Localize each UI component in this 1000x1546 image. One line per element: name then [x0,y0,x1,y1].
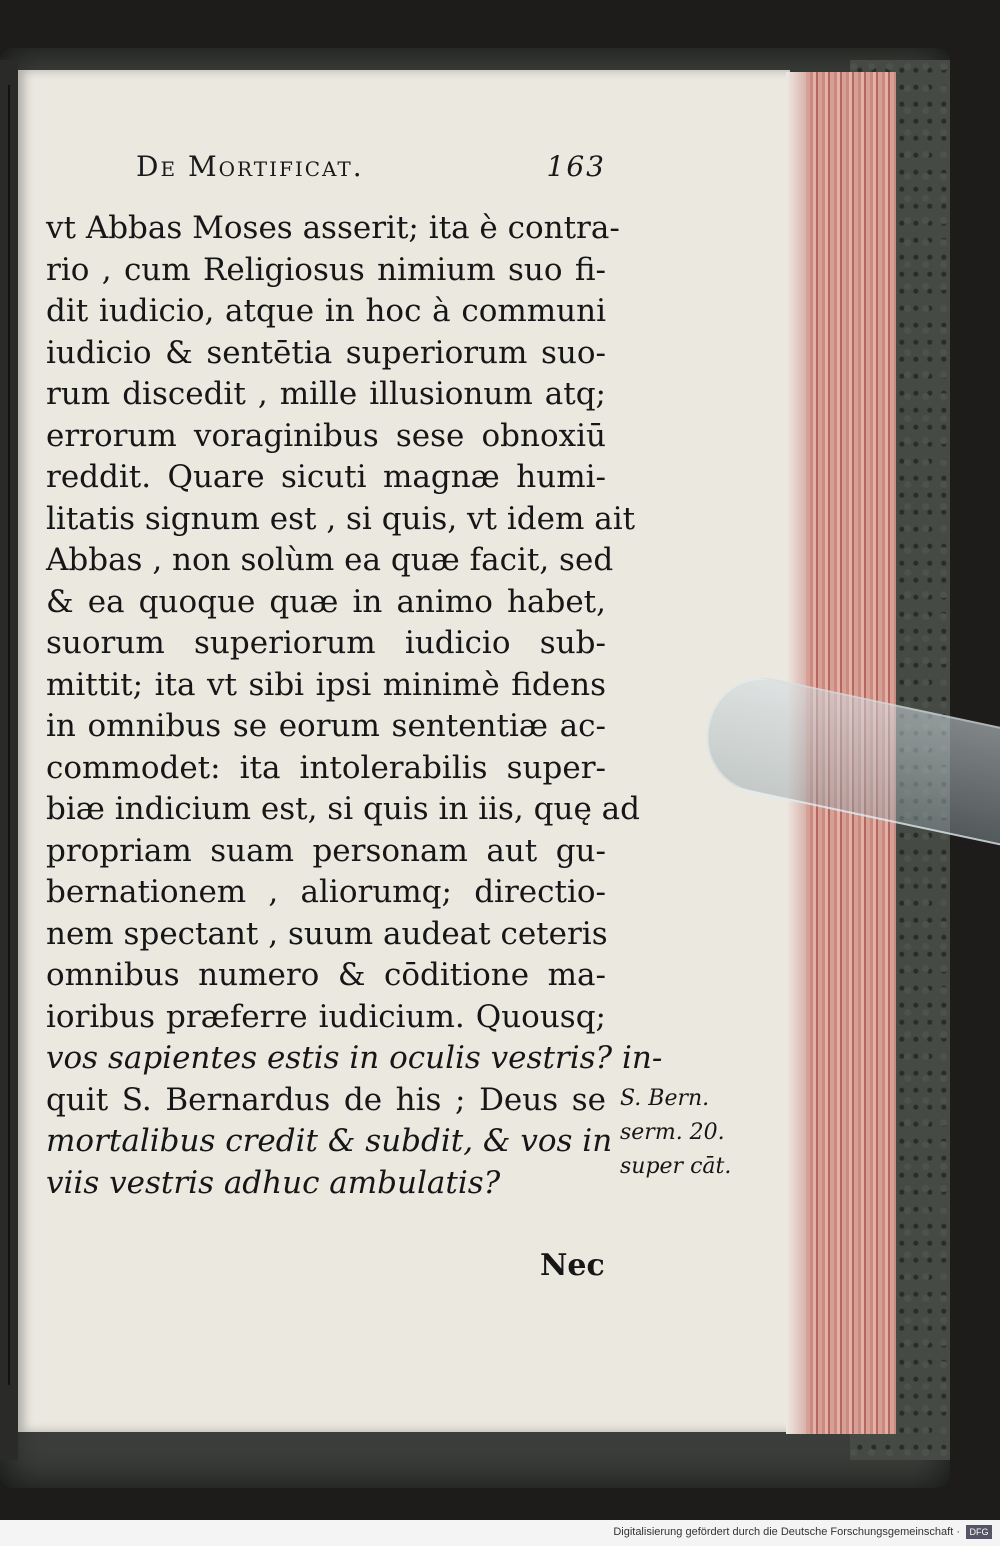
text-line: & ea quoque quæ in animo habet, [46,583,606,620]
marginal-line: super cāt. [620,1154,732,1179]
marginal-line: serm. 20. [620,1120,725,1145]
text-line: iudicio & sentētia superiorum suo- [46,334,606,371]
footer-bar [0,1520,1000,1546]
text-line: dit iudicio, atque in hoc à communi [46,293,606,329]
text-line: nem spectant , suum audeat ceteris [46,915,608,952]
text-line: biæ indicium est, si quis in iis, quę ad [46,791,640,827]
marginal-note [620,1082,731,1184]
text-line: reddit. Quare sicuti magnæ humi- [46,459,606,495]
text-line: mortalibus credit & subdit, & vos in [46,1123,613,1159]
page-number: 163 [546,150,606,183]
body-text [46,208,663,1204]
text-line: quit S. Bernardus de his ; Deus se [46,1081,606,1118]
text-line: viis vestris adhuc ambulatis? [46,1164,501,1201]
text-line: suorum superiorum iudicio sub- [46,625,606,661]
text-line: ioribus præferre iudicium. Quousq; [46,998,606,1035]
dfg-logo-icon: DFG [966,1525,992,1539]
text-line: commodet: ita intolerabilis super- [46,749,606,786]
text-line: litatis signum est , si quis, vt idem ait [46,500,636,537]
running-header [136,150,606,183]
text-line: rum discedit , mille illusionum atq; [46,376,606,412]
text-line: vt Abbas Moses asserit; ita è contra- [46,210,620,246]
text-line: rio , cum Religiosus nimium suo fi- [46,251,606,288]
text-line: bernationem , aliorumq; directio- [46,874,606,910]
text-line: errorum voraginibus sese obnoxiū [46,417,606,454]
running-title: De Mortificat. [136,150,364,183]
catchword: Nec [540,1248,605,1283]
text-line: omnibus numero & cōditione ma- [46,957,606,993]
text-line: Abbas , non solùm ea quæ facit, sed [46,542,614,578]
gutter-line [8,85,10,1385]
footer-credit: Digitalisierung gefördert durch die Deutsche Forschungsgemeinschaft · [613,1526,960,1538]
text-line: propriam suam personam aut gu- [46,832,606,869]
marginal-line: S. Bern. [620,1086,710,1111]
text-line: vos sapientes estis in oculis vestris? in- [46,1040,663,1076]
text-line: mittit; ita vt sibi ipsi minimè fidens [46,666,606,703]
text-line: in omnibus se eorum sententiæ ac- [46,708,606,744]
